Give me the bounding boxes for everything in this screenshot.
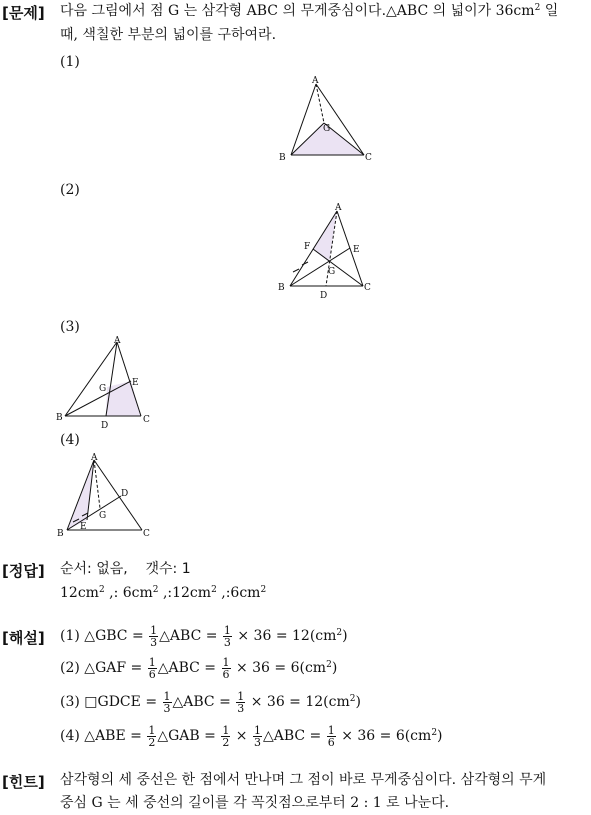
solution-line-3-fraction-2: $\frac{1}{3}$	[237, 689, 245, 715]
answer-values	[60, 581, 266, 605]
solution-line-4-rhs: × 36 = 6(cm	[341, 728, 432, 744]
figure-2-label-C: C	[364, 283, 371, 293]
solution-line-2-mid: △ABC =	[157, 660, 217, 676]
solution-line-2-rhs: × 36 = 6(cm	[235, 660, 327, 676]
answer-meta: 순서: 없음, 갯수: 1	[60, 561, 191, 577]
figure-3-label-A: A	[114, 336, 121, 346]
hint-tag: [힌트]	[2, 773, 45, 791]
figure-2-label-F: F	[304, 242, 311, 252]
figure-1-label-G: G	[323, 124, 331, 134]
figure-4-label: (4)	[60, 432, 80, 448]
answer-value-3: ,:12cm	[162, 585, 212, 601]
figure-4-label-C: C	[143, 529, 150, 538]
solution-line-3-rhs: × 36 = 12(cm	[250, 694, 350, 710]
solution-line-1-sup: 2	[336, 628, 343, 638]
solution-line-4-fraction-3: $\frac{1}{3}$	[253, 723, 261, 749]
answer-sup-3: 2	[211, 585, 217, 595]
solution-line-3	[60, 690, 361, 714]
problem-sup: 2	[534, 3, 541, 13]
solution-line-1-fraction-1: $\frac{1}{3}$	[150, 623, 158, 649]
figure-2-label-B: B	[278, 283, 285, 293]
answer-value-4: ,:6cm	[221, 585, 261, 601]
solution-line-4-lhs: △ABE =	[84, 728, 142, 744]
figure-2-label: (2)	[60, 182, 80, 198]
solution-line-4-end: )	[437, 728, 443, 744]
solution-line-4-fraction-4: $\frac{1}{6}$	[327, 723, 335, 749]
figure-1-label-B: B	[279, 153, 286, 163]
problem-text-1: 다음 그림에서 점 G 는 삼각형 ABC 의 무게중심이다.△ABC 의 넓이가 36cm	[60, 3, 535, 19]
figure-1-label-C: C	[365, 153, 372, 163]
problem-text-1-end: 일	[540, 3, 559, 19]
figure-4-label-E: E	[80, 522, 87, 532]
solution-line-1-fraction-2: $\frac{1}{3}$	[223, 623, 231, 649]
figure-4-label-G: G	[99, 511, 107, 521]
solution-line-1-rhs: × 36 = 12(cm	[237, 628, 337, 644]
problem-tag: [문제]	[2, 4, 45, 22]
answer-sup-2: 2	[152, 585, 159, 595]
answer-value-1: 12cm	[60, 585, 99, 601]
solution-line-2-label: (2)	[60, 660, 80, 676]
answer-tag: [정답]	[2, 562, 45, 580]
figure-2-label-D: D	[320, 291, 328, 300]
solution-line-3-mid: △ABC =	[172, 694, 231, 710]
solution-line-4-fraction-1: $\frac{1}{2}$	[148, 723, 156, 749]
solution-line-4-fraction-2: $\frac{1}{2}$	[222, 723, 230, 749]
figure-3-label-G: G	[99, 384, 107, 394]
solution-line-4-times: ×	[235, 728, 248, 744]
solution-line-2-fraction-2: $\frac{1}{6}$	[222, 655, 230, 681]
solution-line-4	[60, 724, 443, 748]
answer-value-2: ,: 6cm	[109, 585, 153, 601]
figure-1	[275, 74, 375, 164]
figure-2	[275, 200, 385, 300]
problem-line-1	[60, 0, 558, 23]
figure-3-label-C: C	[143, 415, 150, 425]
solution-line-1-lhs: △GBC =	[84, 628, 144, 644]
figure-1-label: (1)	[60, 54, 80, 70]
solution-tag: [해설]	[2, 629, 45, 647]
hint-line-1: 삼각형의 세 중선은 한 점에서 만나며 그 점이 바로 무게중심이다. 삼각형의 무게	[60, 772, 547, 788]
solution-line-1	[60, 624, 348, 648]
figure-3-label-E: E	[132, 378, 139, 388]
solution-line-4-mid-3: △ABC =	[262, 728, 322, 744]
solution-line-4-label: (4)	[60, 728, 80, 744]
figure-3	[55, 333, 165, 433]
solution-line-3-end: )	[355, 694, 361, 710]
figure-3-label-B: B	[56, 413, 63, 423]
solution-line-1-label: (1)	[60, 628, 80, 644]
solution-line-2	[60, 656, 337, 680]
hint-line-2: 중심 G 는 세 중선의 길이를 각 꼭짓점으로부터 2 : 1 로 나눈다.	[60, 795, 450, 811]
solution-line-2-end: )	[331, 660, 338, 676]
solution-line-2-sup: 2	[326, 660, 332, 670]
solution-line-3-label: (3)	[60, 694, 80, 710]
figure-3-label: (3)	[60, 319, 80, 335]
figure-3-label-D: D	[101, 421, 109, 431]
figure-4-label-D: D	[121, 489, 129, 499]
figure-4	[55, 448, 165, 538]
solution-line-1-end: )	[342, 628, 348, 644]
figure-2-label-A: A	[335, 203, 342, 213]
figure-2-label-G: G	[328, 267, 336, 277]
solution-line-3-lhs: □GDCE =	[84, 694, 158, 710]
solution-line-1-mid: △ABC =	[159, 628, 218, 644]
figure-2-label-E: E	[353, 245, 360, 255]
answer-sup-4: 2	[260, 585, 267, 595]
answer-sup-1: 2	[98, 585, 105, 595]
solution-line-2-lhs: △GAF =	[84, 660, 143, 676]
solution-line-3-sup: 2	[349, 694, 356, 704]
solution-line-4-sup: 2	[431, 728, 438, 738]
figure-4-label-A: A	[91, 453, 98, 463]
solution-line-2-fraction-1: $\frac{1}{6}$	[148, 655, 156, 681]
figure-1-label-A: A	[312, 76, 319, 86]
problem-line-2: 때, 색칠한 부분의 넓이를 구하여라.	[60, 27, 277, 43]
solution-line-3-fraction-1: $\frac{1}{3}$	[163, 689, 171, 715]
figure-4-label-B: B	[57, 529, 64, 538]
solution-line-4-mid: △GAB =	[157, 728, 216, 744]
